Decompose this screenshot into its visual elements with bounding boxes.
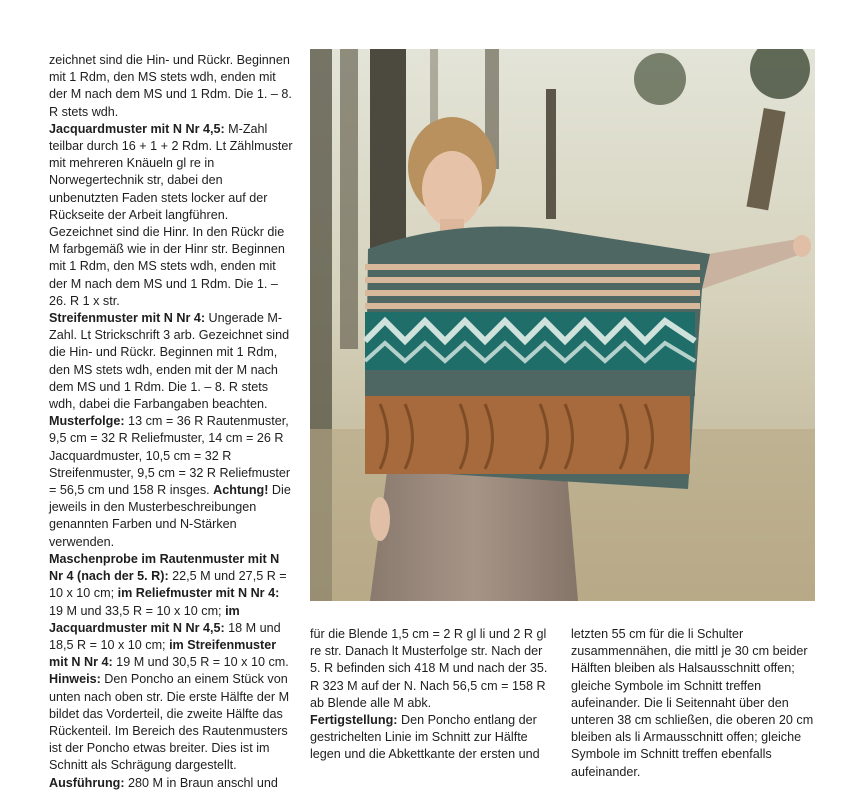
text-run: 19 M und 30,5 R = 10 x 10 cm. — [112, 655, 289, 670]
text-run: 18 M und 18,5 R = 10 x 10 cm; — [49, 620, 281, 652]
text-run: M-Zahl teilbar durch 16 + 1 + 2 Rdm. Lt Zählmuster mit mehreren Knäueln gl re in Norwegertechnik str, dabei den unbenutzten Faden stets locker auf der Rückseite der Arbeit langführen. Gezeichnet sind die Hinr. In den Rückr die M farbgemäß wie in der Hinr str. Beginnen mit 1 Rdm, den MS stets wdh, enden mit der M nach dem MS und 1 Rdm. Die 1. – 26. R 1 x str. — [49, 121, 293, 308]
paragraph — [310, 626, 550, 712]
text-run: Den Poncho entlang der gestrichelten Linie im Schnitt zur Hälfte legen und die Abkettkante der ersten und — [310, 713, 540, 762]
bold-heading: Maschenprobe im Rautenmuster mit N Nr 4 (nach der 5. R): — [49, 551, 280, 584]
paragraph — [310, 712, 550, 764]
text-run: Den Poncho an einem Stück von unten nach oben str. Die erste Hälfte der M bildet das Vorderteil, die zweite Hälfte das Rückenteil. Im Bereich des Rautenmusters ist der Poncho etwas breiter. Dies ist im Schnitt als Schrägung dargestellt. — [49, 672, 290, 773]
paragraph — [49, 52, 294, 121]
poncho-photo — [310, 49, 815, 601]
paragraph — [49, 121, 294, 310]
text-column-3 — [571, 626, 816, 781]
bold-heading: Jacquardmuster mit N Nr 4,5: — [49, 121, 225, 136]
paragraph — [49, 671, 294, 774]
text-column-2 — [310, 626, 550, 764]
text-run: für die Blende 1,5 cm = 2 R gl li und 2 R gl re str. Danach lt Musterfolge str. Nach der 5. R befinden sich 418 M und nach der 35. R 323 M auf der N. Nach 56,5 cm = 158 R ab Blende alle M abk. — [310, 627, 548, 710]
text-run: 280 M in Braun anschl und — [124, 775, 278, 790]
bold-heading: Ausführung: — [49, 775, 125, 790]
text-column-1 — [49, 52, 294, 792]
paragraph — [49, 775, 294, 792]
text-run: Ungerade M-Zahl. Lt Strickschrift 3 arb. Gezeichnet sind die Hin- und Rückr. Beginnen mit 1 Rdm, den MS stets wdh, enden mit der M nach dem MS und 1 Rdm. Die 1. – 8. R stets wdh, dabei die Farbangaben beachten. — [49, 311, 290, 412]
text-run: 22,5 M und 27,5 R = 10 x 10 cm; — [49, 569, 287, 601]
text-run: zeichnet sind die Hin- und Rückr. Beginnen mit 1 Rdm, den MS stets wdh, enden mit der M nach dem MS und 1 Rdm. Die 1. – 8. R stets wdh. — [49, 53, 292, 119]
bold-heading: im Streifenmuster mit N Nr 4: — [49, 637, 277, 670]
bold-heading: Achtung! — [213, 483, 269, 498]
bold-heading: im Jacquardmuster mit N Nr 4,5: — [49, 603, 240, 635]
bold-heading: Hinweis: — [49, 672, 101, 687]
bold-heading: im Reliefmuster mit N Nr 4: — [117, 586, 280, 601]
bold-heading: Musterfolge: — [49, 414, 125, 429]
text-run: Die jeweils in den Musterbeschreibungen genannten Farben und N-Stärken verwenden. — [49, 483, 291, 549]
text-run: 13 cm = 36 R Rautenmuster, 9,5 cm = 32 R Reliefmuster, 14 cm = 26 R Jacquardmuster, 10,5 cm = 32 R Streifenmuster, 9,5 cm = 32 R Reliefmuster = 56,5 cm und 158 R insges. — [49, 414, 291, 498]
text-run: 19 M und 33,5 R = 10 x 10 cm; — [49, 603, 226, 618]
bold-heading: Fertigstellung: — [310, 713, 398, 728]
paragraph — [49, 310, 294, 413]
paragraph — [49, 551, 294, 671]
text-run: letzten 55 cm für die li Schulter zusammennähen, die mittl je 30 cm beider Hälften bleiben als Halsausschnitt offen; gleiche Symbole im Schnitt treffen aufeinander. Die li Seitennaht über den unteren 38 cm schließen, die oberen 20 cm bleiben als li Armausschnitt offen; gleiche Symbole im Schnitt treffen ebenfalls aufeinander. — [571, 627, 814, 779]
bold-heading: Streifenmuster mit N Nr 4: — [49, 311, 206, 326]
paragraph — [49, 413, 294, 551]
paragraph — [571, 626, 816, 781]
